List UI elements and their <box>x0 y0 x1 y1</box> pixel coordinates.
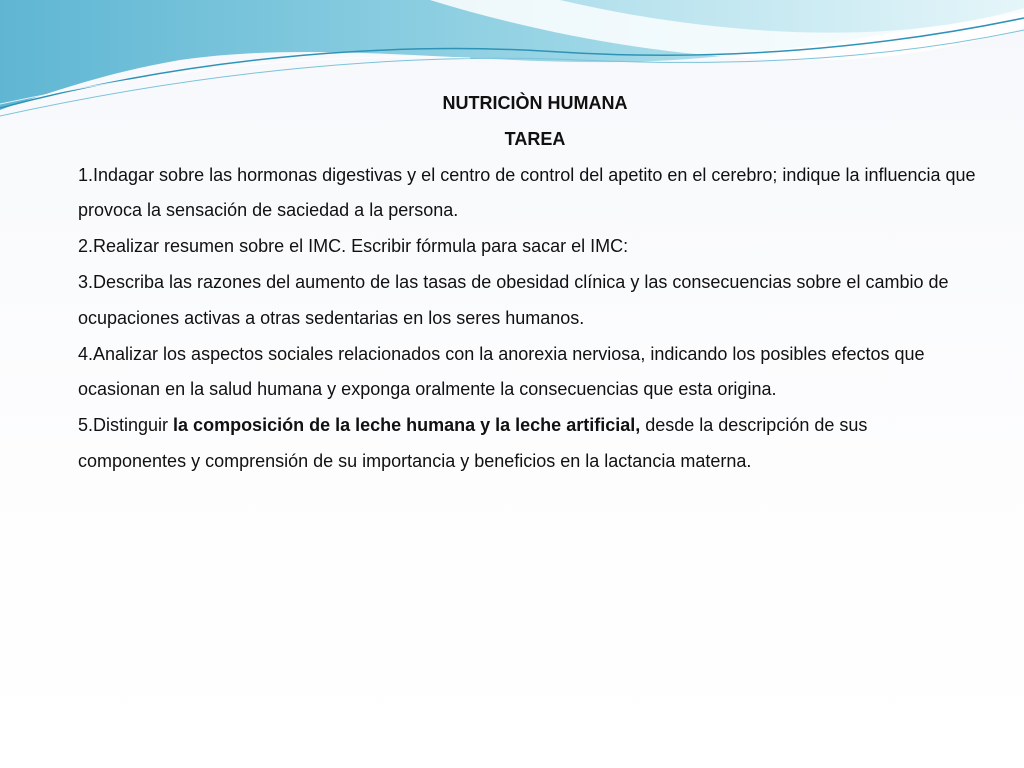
task-item-2: 2.Realizar resumen sobre el IMC. Escribir fórmula para sacar el IMC: <box>78 236 629 257</box>
task-item-1: 1.Indagar sobre las hormonas digestivas y el centro de control del apetito en el cerebro; indique la influencia que provoca la sensación de saciedad a la persona. <box>78 164 976 221</box>
slide-title: NUTRICIÒN HUMANA <box>442 93 628 113</box>
slide-subtitle: TAREA <box>504 128 566 149</box>
task-item-5-prefix: 5.Distinguir <box>78 415 174 436</box>
task-item-4: 4.Analizar los aspectos sociales relacionados con la anorexia nerviosa, indicando los posibles efectos que ocasionan en la salud humana y exponga oralmente la consecuencias que esta origina. <box>78 343 925 400</box>
task-item-5-suffix: desde la descripción de sus componentes y comprensión de su importancia y beneficios en la lactancia materna. <box>78 415 868 471</box>
task-item-3: 3.Describa las razones del aumento de las tasas de obesidad clínica y las consecuencias sobre el cambio de ocupaciones activas a otras sedentarias en los seres humanos. <box>78 271 949 328</box>
task-item-5-emphasis: la composición de la leche humana y la leche artificial, <box>173 415 641 436</box>
slide-body <box>78 86 978 480</box>
task-item-5 <box>78 408 978 480</box>
